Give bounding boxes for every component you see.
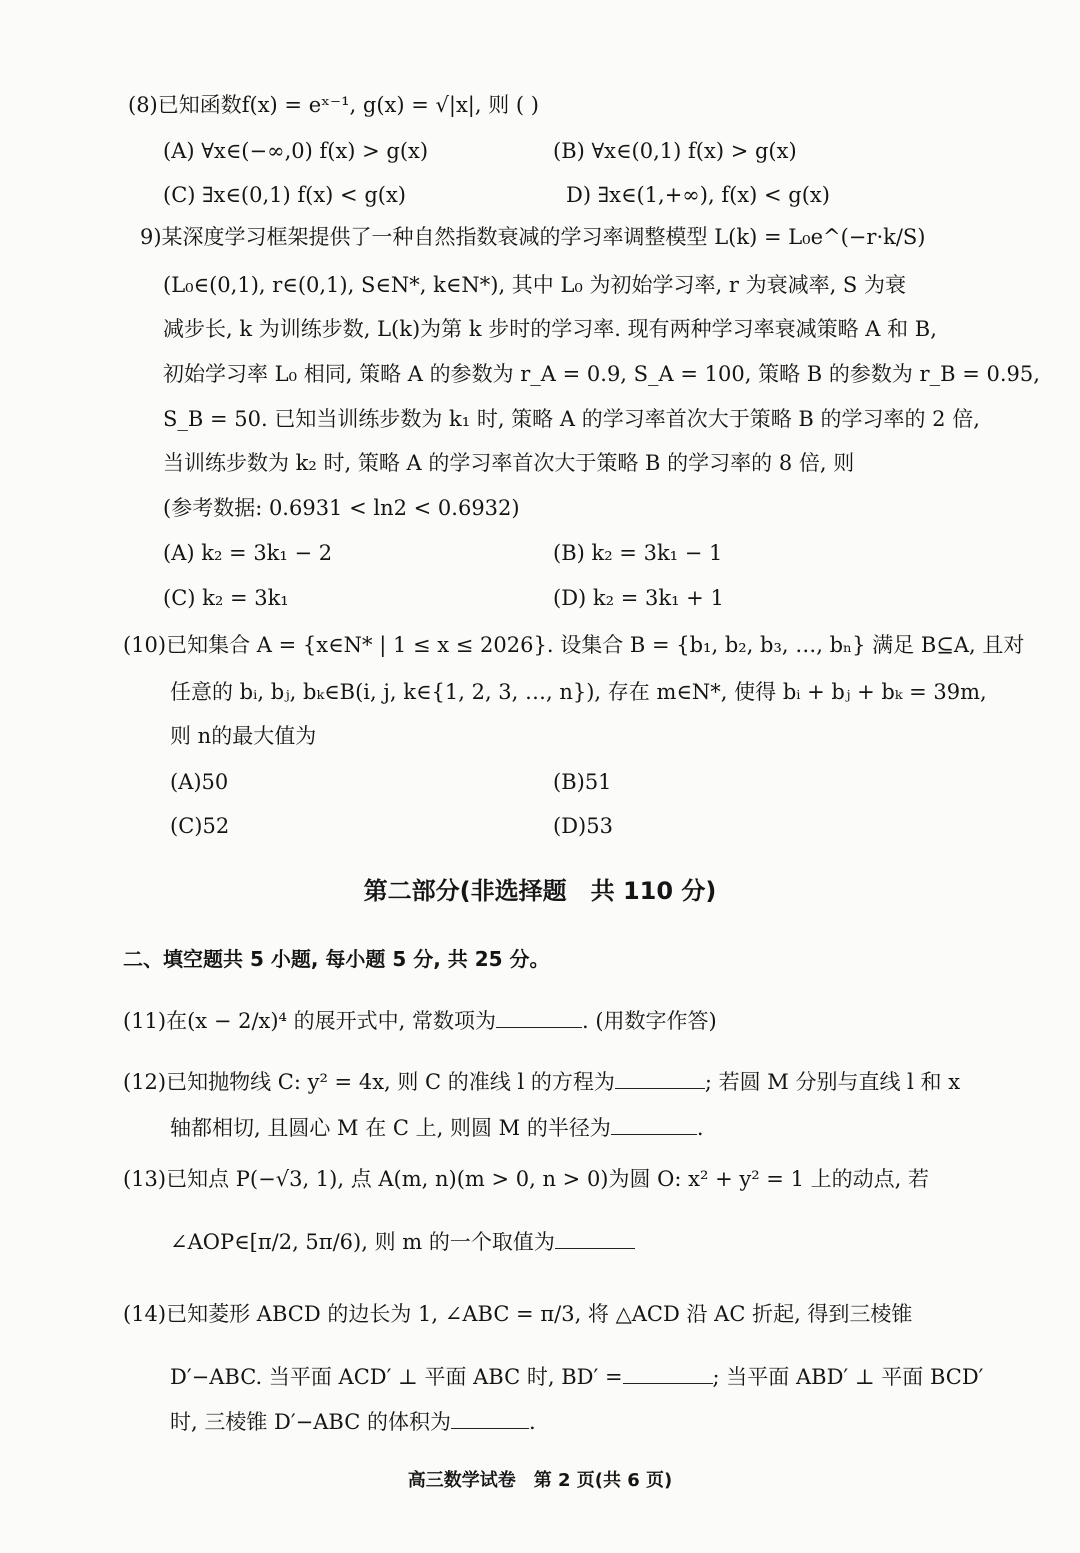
q14-stem-b: ; 当平面 ABD′ ⊥ 平面 BCD′ — [712, 1365, 984, 1389]
page-footer: 高三数学试卷 第 2 页(共 6 页) — [407, 1470, 673, 1491]
q11-answer-blank[interactable] — [496, 1005, 582, 1028]
q12-line-2 — [170, 1112, 704, 1143]
q9-option-d: (D) k₂ = 3k₁ + 1 — [553, 586, 724, 610]
fill-in-instructions: 二、填空题共 5 小题, 每小题 5 分, 共 25 分。 — [123, 947, 550, 971]
q12-answer-blank-2[interactable] — [611, 1112, 697, 1135]
q9-line-4: 初始学习率 L₀ 相同, 策略 A 的参数为 r_A = 0.9, S_A = 100, 策略 B 的参数为 r_B = 0.95, — [163, 362, 1040, 386]
q10-line-1: (10)已知集合 A = {x∈N* | 1 ≤ x ≤ 2026}. 设集合 B = {b₁, b₂, b₃, …, bₙ} 满足 B⊆A, 且对 — [123, 633, 1025, 657]
q8-stem: (8)已知函数f(x) = eˣ⁻¹, g(x) = √|x|, 则 ( ) — [128, 93, 539, 117]
q14-line-3 — [170, 1406, 536, 1437]
q11-line — [123, 1005, 717, 1036]
q13-line-2 — [170, 1226, 635, 1257]
q11-stem: (11)在(x − 2/x)⁴ 的展开式中, 常数项为 — [123, 1009, 497, 1033]
part-two-title: 第二部分(非选择题 共 110 分) — [363, 877, 717, 905]
q10-option-d: (D)53 — [553, 814, 613, 838]
q12-line-1 — [123, 1066, 960, 1097]
q10-line-3: 则 n的最大值为 — [170, 724, 317, 748]
q10-option-b: (B)51 — [553, 770, 612, 794]
q12-stem-b: ; 若圆 M 分别与直线 l 和 x — [704, 1070, 961, 1094]
q8-option-a: (A) ∀x∈(−∞,0) f(x) > g(x) — [163, 139, 429, 163]
q13-stem: ∠AOP∈[π/2, 5π/6), 则 m 的一个取值为 — [170, 1230, 555, 1254]
q10-option-c: (C)52 — [170, 814, 230, 838]
q14-answer-blank-1[interactable] — [623, 1361, 713, 1384]
q10-option-a: (A)50 — [170, 770, 229, 794]
q10-line-2: 任意的 bᵢ, bⱼ, bₖ∈B(i, j, k∈{1, 2, 3, …, n}), 存在 m∈N*, 使得 bᵢ + bⱼ + bₖ = 39m, — [170, 680, 987, 704]
q12-answer-blank-1[interactable] — [615, 1066, 705, 1089]
q14-stem-a: D′−ABC. 当平面 ACD′ ⊥ 平面 ABC 时, BD′ = — [170, 1365, 623, 1389]
q12-stem-a: (12)已知抛物线 C: y² = 4x, 则 C 的准线 l 的方程为 — [123, 1070, 615, 1094]
q14-answer-blank-2[interactable] — [451, 1406, 529, 1429]
q9-option-c: (C) k₂ = 3k₁ — [163, 586, 289, 610]
q12-stem-d: . — [696, 1116, 704, 1140]
q9-line-3: 减步长, k 为训练步数, L(k)为第 k 步时的学习率. 现有两种学习率衰减策略 A 和 B, — [163, 317, 937, 341]
q9-line-2: (L₀∈(0,1), r∈(0,1), S∈N*, k∈N*), 其中 L₀ 为初始学习率, r 为衰减率, S 为衰 — [163, 273, 906, 297]
q13-answer-blank[interactable] — [555, 1226, 635, 1249]
q12-stem-c: 轴都相切, 且圆心 M 在 C 上, 则圆 M 的半径为 — [170, 1116, 611, 1140]
q9-line-1: 9)某深度学习框架提供了一种自然指数衰减的学习率调整模型 L(k) = L₀e^(−r·k/S) — [140, 225, 926, 249]
q9-line-6: 当训练步数为 k₂ 时, 策略 A 的学习率首次大于策略 B 的学习率的 8 倍, 则 — [163, 451, 855, 475]
q14-stem-c: 时, 三棱锥 D′−ABC 的体积为 — [170, 1410, 451, 1434]
q9-option-a: (A) k₂ = 3k₁ − 2 — [163, 541, 333, 565]
q14-line-1: (14)已知菱形 ABCD 的边长为 1, ∠ABC = π/3, 将 △ACD 沿 AC 折起, 得到三棱锥 — [123, 1302, 913, 1326]
q9-option-b: (B) k₂ = 3k₁ − 1 — [553, 541, 723, 565]
q13-line-1: (13)已知点 P(−√3, 1), 点 A(m, n)(m > 0, n > 0)为圆 O: x² + y² = 1 上的动点, 若 — [123, 1167, 929, 1191]
q8-option-d: D) ∃x∈(1,+∞), f(x) < g(x) — [566, 183, 830, 207]
q11-note: . (用数字作答) — [582, 1009, 717, 1033]
q14-stem-d: . — [528, 1410, 536, 1434]
q9-line-5: S_B = 50. 已知当训练步数为 k₁ 时, 策略 A 的学习率首次大于策略 B 的学习率的 2 倍, — [163, 407, 980, 431]
q14-line-2 — [170, 1361, 983, 1392]
q9-reference-data: (参考数据: 0.6931 < ln2 < 0.6932) — [163, 496, 520, 520]
q8-option-b: (B) ∀x∈(0,1) f(x) > g(x) — [553, 139, 797, 163]
q8-option-c: (C) ∃x∈(0,1) f(x) < g(x) — [163, 183, 406, 207]
